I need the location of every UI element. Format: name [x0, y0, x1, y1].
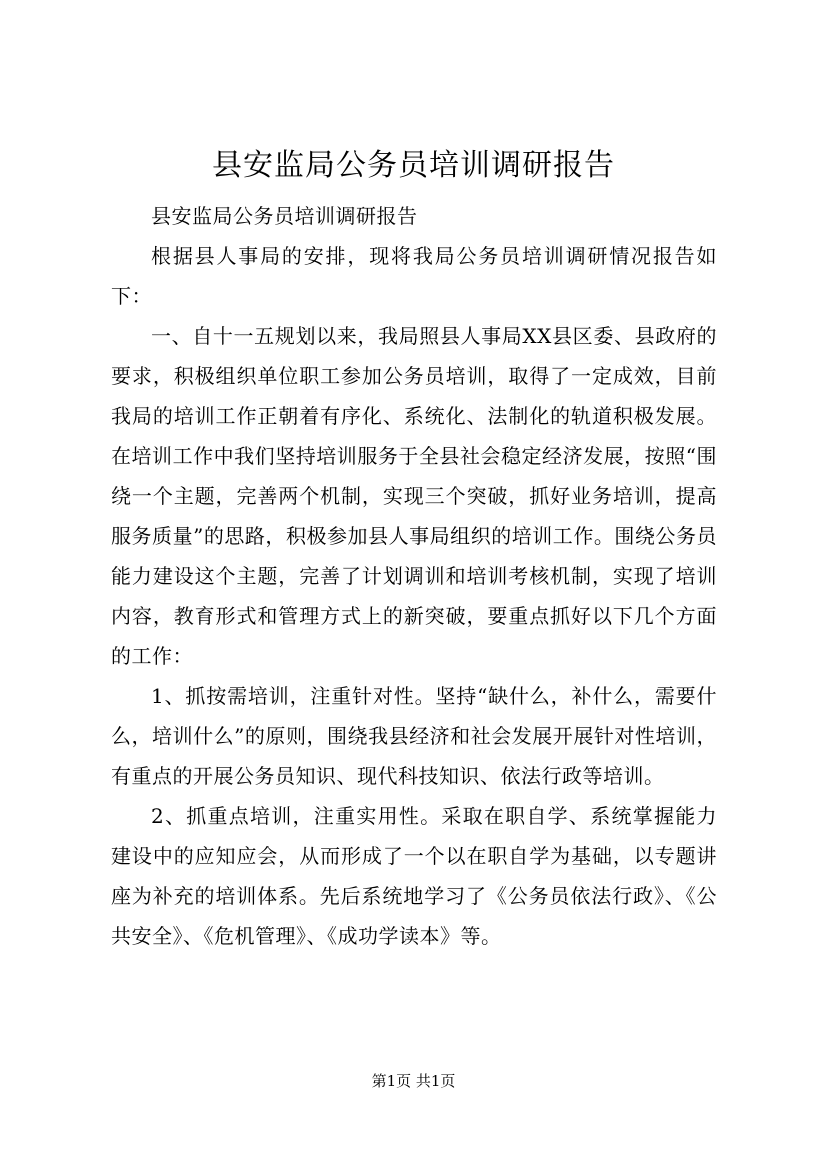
item-one-paragraph: 1、抓按需培训，注重针对性。坚持“缺什么，补什么，需要什么，培训什么”的原则，围绕我县经济和社会发展开展针对性培训，有重点的开展公务员知识、现代科技知识、依法行政等培训。 — [111, 684, 717, 788]
section-one-paragraph: 一、自十一五规划以来，我局照县人事局XX县区委、县政府的要求，积极组织单位职工参加公务员培训，取得了一定成效，目前我局的培训工作正朝着有序化、系统化、法制化的轨道积极发展。在培训工作中我们坚持培训服务于全县社会稳定经济发展，按照“围绕一个主题，完善两个机制，实现三个突破，抓好业务培训，提高服务质量”的思路，积极参加县人事局组织的培训工作。围绕公务员能力建设这个主题，完善了计划调训和培训考核机制，实现了培训内容，教育形式和管理方式上的新突破，要重点抓好以下几个方面的工作： — [111, 324, 717, 668]
item-two-paragraph: 2、抓重点培训，注重实用性。采取在职自学、系统掌握能力建设中的应知应会，从而形成了一个以在职自学为基础，以专题讲座为补充的培训体系。先后系统地学习了《公务员依法行政》、《公共安全》、《危机管理》、《成功学读本》等。 — [111, 804, 717, 948]
document-title: 县安监局公务员培训调研报告 — [212, 148, 615, 183]
intro-paragraph: 根据县人事局的安排，现将我局公务员培训调研情况报告如下： — [111, 244, 717, 308]
page-number-footer: 第1页 共1页 — [371, 1072, 456, 1090]
document-body — [111, 196, 717, 956]
subtitle-paragraph: 县安监局公务员培训调研报告 — [151, 204, 418, 228]
